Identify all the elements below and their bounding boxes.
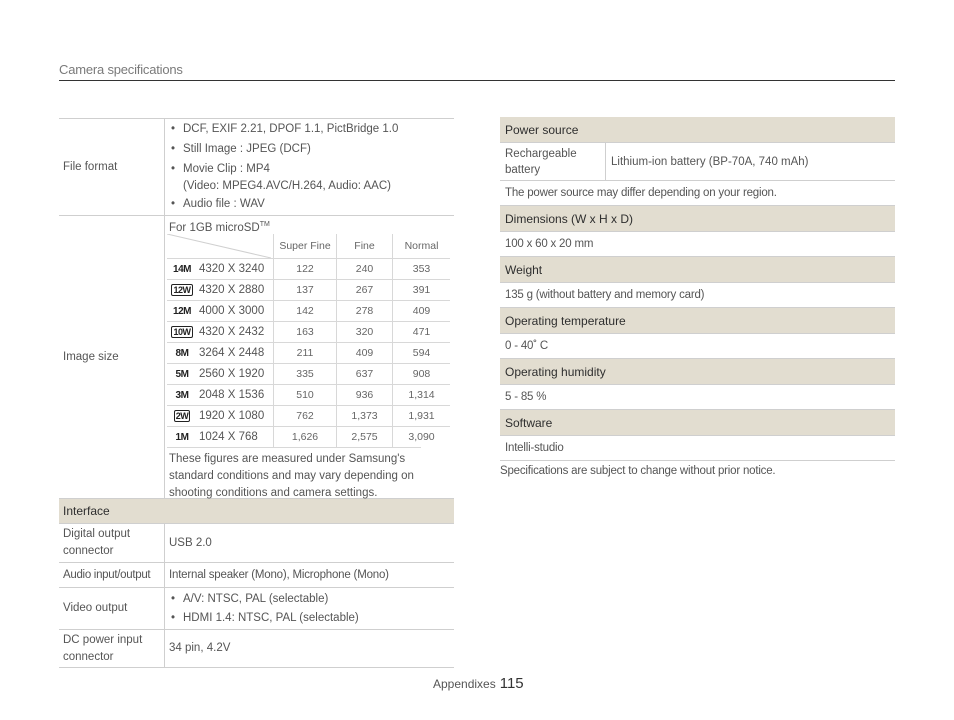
- power-note: The power source may differ depending on your region.: [500, 181, 895, 206]
- page-header-title: Camera specifications: [59, 62, 183, 77]
- photo-count-cell: 510: [274, 385, 337, 406]
- rechargeable-label: Rechargeable battery: [500, 143, 606, 180]
- photo-count-cell: 908: [393, 364, 451, 385]
- operating-temperature-title: Operating temperature: [500, 308, 895, 334]
- dc-input-value: 34 pin, 4.2V: [169, 642, 231, 654]
- left-spec-table: [59, 118, 454, 668]
- digital-output-label: Digital output connector: [59, 524, 165, 562]
- dc-input-label: DC power input connector: [59, 630, 165, 667]
- audio-io-value: Internal speaker (Mono), Microphone (Mono): [169, 568, 389, 581]
- image-size-row: [59, 216, 454, 499]
- image-size-table-row: [167, 259, 450, 280]
- resolution-icon-cell: [167, 364, 197, 385]
- video-output-item: • A/V: NTSC, PAL (selectable): [169, 591, 359, 608]
- resolution-icon-cell: [167, 406, 197, 427]
- photo-count-cell: 391: [393, 280, 451, 301]
- software-value: Intelli-studio: [500, 436, 895, 461]
- photo-count-cell: 936: [337, 385, 393, 406]
- image-size-table-body: [167, 259, 450, 448]
- resolution-icon: 3M: [175, 389, 189, 401]
- photo-count-cell: 1,931: [393, 406, 451, 427]
- photo-count-cell: 278: [337, 301, 393, 322]
- resolution-value: 1920 X 1080: [197, 406, 274, 427]
- resolution-icon-cell: [167, 259, 197, 280]
- resolution-icon-cell: [167, 385, 197, 406]
- resolution-icon-cell: [167, 322, 197, 343]
- audio-io-row: [59, 563, 454, 588]
- image-size-table-row: [167, 280, 450, 301]
- digital-output-value: USB 2.0: [169, 536, 212, 549]
- resolution-icon: 8M: [175, 347, 189, 359]
- footer-section: Appendixes: [433, 677, 496, 691]
- header-rule: [59, 80, 895, 81]
- card-caption-text: For 1GB microSD: [169, 221, 260, 234]
- photo-count-cell: 353: [393, 259, 451, 280]
- photo-count-cell: 1,626: [274, 427, 337, 448]
- file-format-item: • Still Image : JPEG (DCF): [169, 141, 450, 158]
- resolution-value: 4320 X 2880: [197, 280, 274, 301]
- resolution-value: 4320 X 3240: [197, 259, 274, 280]
- resolution-icon-cell: [167, 343, 197, 364]
- power-source-title: Power source: [500, 117, 895, 143]
- photo-count-cell: 409: [337, 343, 393, 364]
- digital-output-row: [59, 524, 454, 563]
- rechargeable-row: [500, 143, 895, 181]
- photo-count-cell: 2,575: [337, 427, 393, 448]
- card-caption: [167, 216, 454, 234]
- dc-input-row: [59, 630, 454, 668]
- header-diagonal-cell: [167, 234, 274, 259]
- file-format-row: [59, 118, 454, 216]
- video-output-item: • HDMI 1.4: NTSC, PAL (selectable): [169, 610, 359, 627]
- video-output-value: [165, 588, 454, 629]
- photo-count-cell: 267: [337, 280, 393, 301]
- rechargeable-value: Lithium-ion battery (BP-70A, 740 mAh): [611, 155, 809, 168]
- interface-section-title: Interface: [59, 499, 454, 524]
- resolution-icon-cell: [167, 280, 197, 301]
- photo-count-cell: 335: [274, 364, 337, 385]
- column-header: Normal: [404, 239, 439, 252]
- audio-io-label: Audio input/output: [59, 563, 165, 587]
- photo-count-cell: 137: [274, 280, 337, 301]
- image-size-table-row: [167, 322, 450, 343]
- resolution-icon: 5M: [175, 368, 189, 380]
- weight-title: Weight: [500, 257, 895, 283]
- operating-temperature-value: 0 - 40˚ C: [500, 334, 895, 359]
- resolution-value: 4000 X 3000: [197, 301, 274, 322]
- resolution-icon: 12W: [173, 284, 191, 295]
- resolution-icon: 12M: [173, 305, 191, 317]
- photo-count-cell: 142: [274, 301, 337, 322]
- photo-count-cell: 320: [337, 322, 393, 343]
- trademark-mark: TM: [259, 221, 270, 228]
- image-size-table-row: [167, 343, 450, 364]
- resolution-value: 3264 X 2448: [197, 343, 274, 364]
- resolution-icon: 10W: [173, 326, 191, 337]
- image-size-table-row: [167, 406, 450, 427]
- resolution-icon: 1M: [175, 431, 189, 443]
- photo-count-cell: 1,373: [337, 406, 393, 427]
- column-header: Fine: [337, 234, 393, 259]
- weight-value: 135 g (without battery and memory card): [500, 283, 895, 308]
- photo-count-cell: 762: [274, 406, 337, 427]
- right-spec-table: [500, 117, 895, 477]
- resolution-icon: 2W: [175, 410, 189, 421]
- operating-humidity-value: 5 - 85 %: [500, 385, 895, 410]
- resolution-icon-cell: [167, 301, 197, 322]
- photo-count-cell: 211: [274, 343, 337, 364]
- video-output-row: [59, 588, 454, 630]
- disclaimer: Specifications are subject to change without prior notice.: [500, 465, 776, 477]
- resolution-value: 2560 X 1920: [197, 364, 274, 385]
- diagonal-line: [167, 234, 271, 258]
- image-size-table-row: [167, 427, 450, 448]
- dimensions-title: Dimensions (W x H x D): [500, 206, 895, 232]
- file-format-item: • DCF, EXIF 2.21, DPOF 1.1, PictBridge 1.0: [169, 121, 450, 138]
- column-header: Super Fine: [274, 234, 337, 259]
- resolution-value: 2048 X 1536: [197, 385, 274, 406]
- image-size-note: These figures are measured under Samsung's standard conditions and may vary depending on shooting conditions and camera settings.: [167, 447, 421, 502]
- file-format-value: [165, 119, 454, 215]
- file-format-item: • Audio file : WAV: [169, 196, 450, 213]
- resolution-value: 4320 X 2432: [197, 322, 274, 343]
- image-size-table-row: [167, 385, 450, 406]
- photo-count-cell: 240: [337, 259, 393, 280]
- photo-count-cell: 471: [393, 322, 451, 343]
- photo-count-cell: 3,090: [393, 427, 451, 448]
- file-format-item: [169, 161, 450, 195]
- resolution-icon-cell: [167, 427, 197, 448]
- dimensions-value: 100 x 60 x 20 mm: [500, 232, 895, 257]
- movie-clip-detail: (Video: MPEG4.AVC/H.264, Audio: AAC): [183, 180, 391, 192]
- photo-count-cell: 637: [337, 364, 393, 385]
- image-size-table-row: [167, 364, 450, 385]
- photo-count-cell: 594: [393, 343, 451, 364]
- file-format-label: File format: [59, 119, 165, 215]
- image-size-value: [165, 216, 454, 498]
- software-title: Software: [500, 410, 895, 436]
- movie-clip-label: Movie Clip : MP4: [183, 163, 270, 175]
- operating-humidity-title: Operating humidity: [500, 359, 895, 385]
- image-size-table: [167, 234, 450, 447]
- video-output-label: Video output: [59, 588, 165, 629]
- photo-count-cell: 409: [393, 301, 451, 322]
- page-number: 115: [499, 675, 524, 692]
- photo-count-cell: 1,314: [393, 385, 451, 406]
- image-size-table-row: [167, 301, 450, 322]
- photo-count-cell: 163: [274, 322, 337, 343]
- photo-count-cell: 122: [274, 259, 337, 280]
- resolution-icon: 14M: [173, 263, 191, 275]
- image-size-label: Image size: [59, 216, 165, 498]
- image-size-table-header: [167, 234, 450, 259]
- resolution-value: 1024 X 768: [197, 427, 274, 448]
- page-footer: [433, 675, 524, 692]
